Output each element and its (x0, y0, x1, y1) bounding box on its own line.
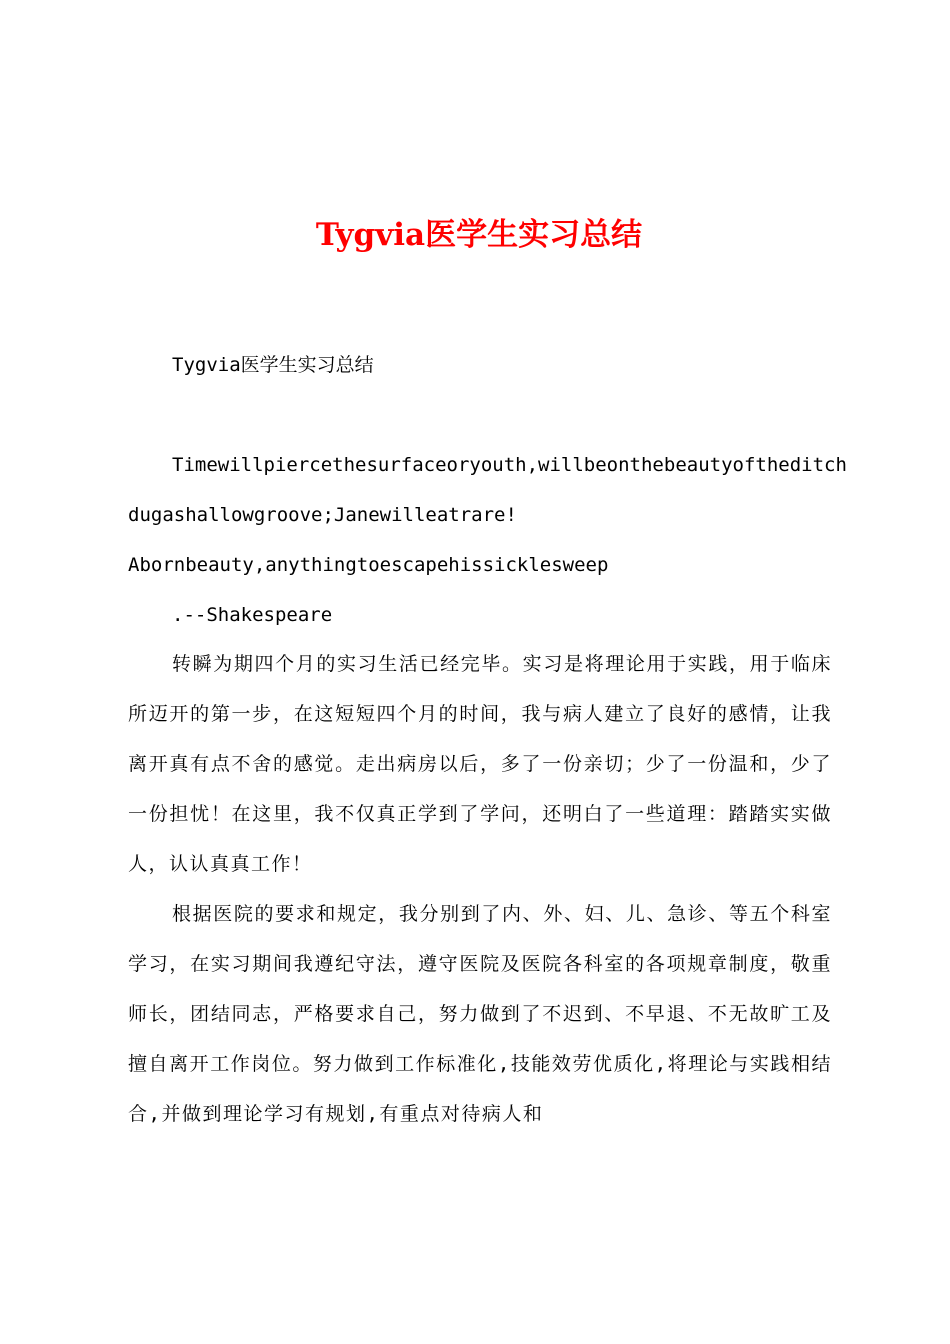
quote-attribution: .--Shakespeare (172, 604, 333, 626)
paragraph-internship-summary: 转瞬为期四个月的实习生活已经完毕。实习是将理论用于实践，用于临床所迈开的第一步，在这短短四个月的时间，我与病人建立了良好的感情，让我离开真有点不舍的感觉。走出病房以后，多了一份亲切；少了一份温和，少了一份担忧！在这里，我不仅真正学到了学问，还明白了一些道理：踏踏实实做人，认认真真工作！ (128, 653, 832, 875)
quote-line-2: dugashallowgroove;Janewilleatrare! (128, 504, 517, 526)
paragraph-departments: 根据医院的要求和规定，我分别到了内、外、妇、儿、急诊、等五个科室学习，在实习期间我遵纪守法，遵守医院及医院各科室的各项规章制度，敬重师长，团结同志，严格要求自己，努力做到了不迟到、不早退、不无故旷工及擅自离开工作岗位。努力做到工作标准化,技能效劳优质化,将理论与实践相结合,并做到理论学习有规划,有重点对待病人和 (128, 903, 832, 1125)
subtitle: Tygvia医学生实习总结 (172, 354, 374, 376)
document-body (128, 0, 847, 1344)
quote-line-3: Abornbeauty,anythingtoescapehissicklesweep (128, 554, 609, 576)
document-title: Tygvia医学生实习总结 (315, 217, 643, 253)
quote-line-1: Timewillpiercethesurfaceoryouth,willbeonthebeautyoftheditch (172, 454, 847, 476)
